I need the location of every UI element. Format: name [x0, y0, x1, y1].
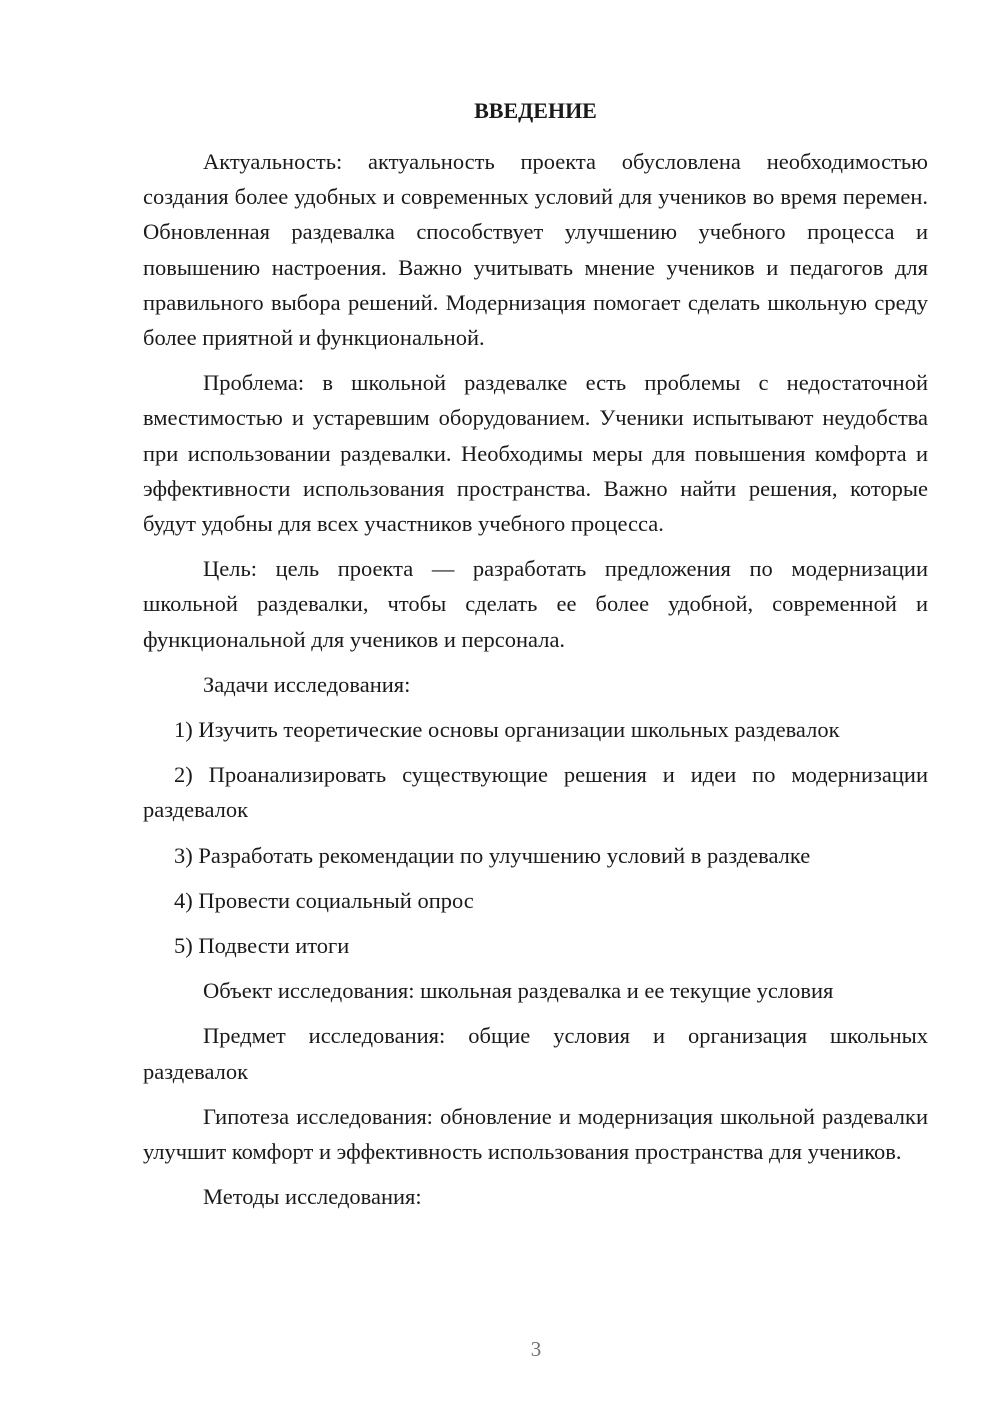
- task-item-2: 2) Проанализировать существующие решения и идеи по модернизации раздевалок: [143, 762, 928, 823]
- hypothesis-paragraph: Гипотеза исследования: обновление и модернизация школьной раздевалки улучшит комфорт и эффективность использования пространства для учеников.: [143, 1103, 928, 1165]
- section-title: ВВЕДЕНИЕ: [474, 98, 597, 123]
- task-item-1: 1) Изучить теоретические основы организации школьных раздевалок: [174, 717, 840, 743]
- tasks-heading: Задачи исследования:: [203, 671, 411, 697]
- subject-paragraph: Предмет исследования: общие условия и организация школьных раздевалок: [143, 1023, 928, 1084]
- problem-paragraph: Проблема: в школьной раздевалке есть проблемы с недостаточной вместимостью и устаревшим оборудованием. Ученики испытывают неудобства при использовании раздевалки. Необходимы меры для повышения комфорта и эффективности использования пространства. Важно найти решения, которые будут удобны для всех участников учебного процесса.: [143, 370, 928, 537]
- document-page: [143, 96, 928, 1224]
- task-item-5: 5) Подвести итоги: [174, 933, 350, 959]
- methods-heading: Методы исследования:: [203, 1184, 422, 1210]
- object-paragraph: Объект исследования: школьная раздевалка и ее текущие условия: [203, 978, 834, 1004]
- goal-paragraph: Цель: цель проекта — разработать предложения по модернизации школьной раздевалки, чтобы сделать ее более удобной, современной и функциональной для учеников и персонала.: [143, 556, 928, 652]
- relevance-paragraph: Актуальность: актуальность проекта обусловлена необходимостью создания более удобных и современных условий для учеников во время перемен. Обновленная раздевалка способствует улучшению учебного процесса и повышению настроения. Важно учитывать мнение учеников и педагогов для правильного выбора решений. Модернизация помогает сделать школьную среду более приятной и функциональной.: [143, 149, 928, 351]
- task-item-4: 4) Провести социальный опрос: [174, 887, 474, 913]
- page-number: 3: [530, 1337, 542, 1361]
- task-item-3: 3) Разработать рекомендации по улучшению условий в раздевалке: [174, 842, 811, 868]
